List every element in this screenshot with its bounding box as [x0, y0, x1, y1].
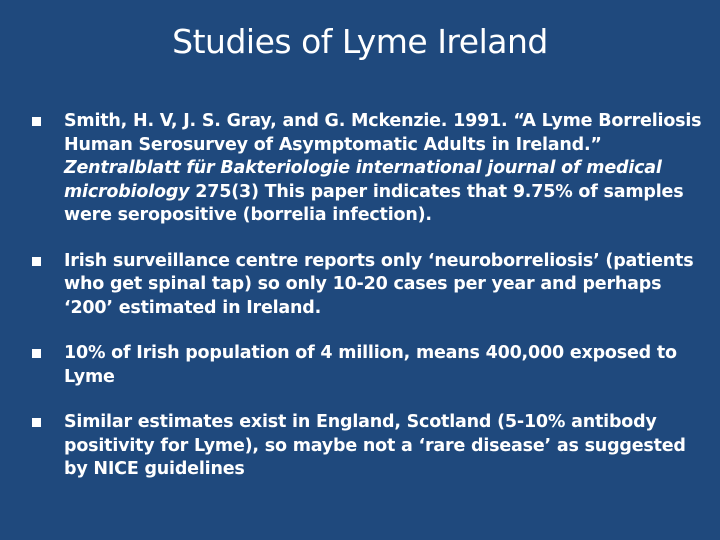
square-bullet-icon	[32, 349, 41, 358]
bullet-item-population	[32, 342, 702, 389]
bullet-item-uk-estimates	[32, 411, 702, 482]
citation-finding: 275(3) This paper indicates that 9.75% of samples were seropositive (borrelia infection).	[64, 181, 684, 225]
bullet-text: 10% of Irish population of 4 million, means 400,000 exposed to Lyme	[64, 343, 677, 387]
bullet-item-surveillance	[32, 250, 702, 321]
square-bullet-icon	[32, 257, 41, 266]
square-bullet-icon	[32, 117, 41, 126]
bullet-list	[32, 110, 702, 482]
bullet-item-smith-study	[32, 110, 702, 228]
bullet-text	[64, 111, 701, 225]
bullet-text: Similar estimates exist in England, Scotland (5-10% antibody positivity for Lyme), so maybe not a ‘rare disease’ as suggested by NICE guidelines	[64, 412, 686, 479]
journal-name: Zentralblatt für Bakteriologie international journal of medical microbiology	[64, 158, 662, 202]
square-bullet-icon	[32, 418, 41, 427]
bullet-text: Irish surveillance centre reports only ‘neuroborreliosis’ (patients who get spinal tap) so only 10-20 cases per year and perhaps ‘200’ estimated in Ireland.	[64, 250, 694, 318]
slide-title: Studies of Lyme Ireland	[172, 22, 548, 61]
citation-text: Smith, H. V, J. S. Gray, and G. Mckenzie. 1991. “A Lyme Borreliosis Human Serosurvey of Asymptomatic Adults in Ireland.”	[64, 111, 702, 155]
